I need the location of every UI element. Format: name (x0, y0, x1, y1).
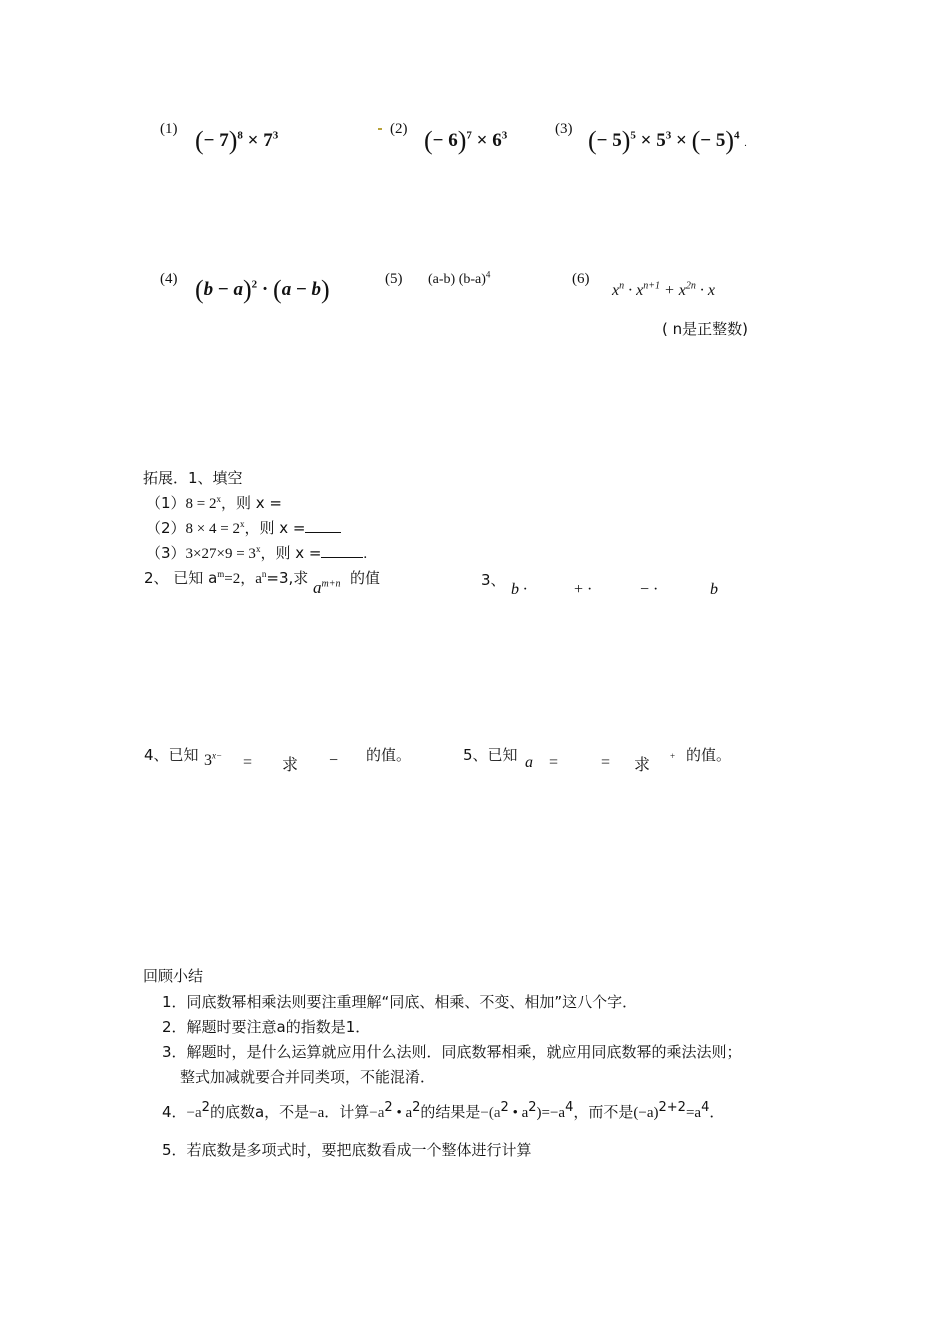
fill-blank-1-tail: ，则 x = (221, 494, 282, 512)
item-4-qiu: 求 (282, 755, 299, 774)
sp4-s: 2+2 (658, 1100, 686, 1115)
fill-blank-1-equation: 8 = 2 (185, 496, 217, 512)
item-4-end: 的值。 (366, 746, 412, 764)
item-4-fragment: $3^{x-}$ (204, 750, 223, 769)
exercise-6-expression: $x^n \cdot x^{n+1} + x^{2n} \cdot x$ (612, 280, 715, 299)
item-4-minus: − (329, 752, 339, 769)
summary-heading: 回顾小结 (143, 967, 204, 985)
exercise-1-label: (1) (160, 121, 178, 137)
exercise-2-label: (2) (390, 121, 408, 137)
item-5-var-a: a (525, 754, 533, 771)
summary-point-4 (162, 1101, 724, 1122)
summary-point-5: 5．若底数是多项式时，要把底数看成一个整体进行计算 (162, 1141, 532, 1159)
exercise-4-label: (4) (160, 271, 178, 287)
sp4-n: 2 (528, 1100, 537, 1115)
fill-blank-1 (146, 492, 282, 513)
exercise-3-expression: (− $5)^5 \times 5^3$ × (− 5)$^4$ . (588, 126, 747, 155)
item-2-tail: =3,求 (266, 569, 309, 587)
fill-blank-2-tail: ，则 x = (244, 519, 306, 537)
sp4-b: −a (186, 1105, 202, 1121)
sp4-u: 4 (701, 1100, 710, 1115)
exercise-1-expression: (− $7)^8 \times 7^3$ (195, 126, 279, 155)
fill-blank-3-answer-line (321, 556, 363, 558)
sp4-t: =a (685, 1105, 702, 1121)
exercise-5-body: (a-b) (b-a) (428, 272, 486, 287)
fill-blank-1-exponent: x (216, 494, 222, 504)
sp4-v: ． (709, 1103, 725, 1121)
item-3-fragment-end: b (710, 581, 718, 595)
exercise-6-note: ( n是正整数) (662, 320, 748, 338)
item-5-qiu: 求 (634, 755, 651, 774)
sp4-e: −a．计算 (309, 1105, 370, 1121)
item-5-label: 5、已知 (463, 746, 518, 764)
sp4-r: (−a) (633, 1105, 659, 1121)
fill-blank-3: $(3)3\times 27\times 9 = 3^x$，则 x = . (146, 544, 368, 562)
exercise-4-expression: $(b - a)^2 \cdot (a - b)$ (195, 275, 330, 304)
fill-blank-3-tail: ，则 x = (260, 544, 322, 562)
item-2-end: 的值 (350, 569, 381, 587)
sp4-q: ，而不是 (573, 1103, 634, 1121)
item-2-expression: $a^{m+n}$ (313, 578, 341, 597)
fill-blank-2 (146, 517, 341, 538)
fill-blank-2-answer-line (305, 531, 341, 533)
extension-heading: 拓展．1、填空 (143, 469, 243, 487)
stray-mark (378, 128, 382, 130)
item-2 (144, 567, 308, 588)
item-2-prefix: 2、 已知 a (144, 569, 218, 587)
sp4-m: • a (508, 1105, 529, 1121)
item-5-end: 的值。 (686, 746, 732, 764)
item-3-fragment-b: b · (511, 581, 527, 598)
exercise-3-label: (3) (555, 121, 573, 137)
fill-blank-3-exponent: x (255, 544, 261, 554)
fill-blank-2-exponent: x (239, 519, 245, 529)
item-4-label: 4、已知 (144, 746, 199, 764)
exercise-5-label: (5) (385, 271, 403, 287)
summary-point-1: 1．同底数幂相乘法则要注重理解“同底、相乘、不变、相加”这八个字． (162, 993, 638, 1011)
sp4-c: 2 (201, 1100, 210, 1115)
item-2-exp-m: m (217, 569, 225, 579)
fill-blank-2-label: （2） (146, 519, 186, 537)
sp4-j: 的结果是 (420, 1103, 481, 1121)
summary-point-3: 3．解题时，是什么运算就应用什么法则．同底数幂相乘，就应用同底数幂的乘法法则； (162, 1043, 742, 1061)
item-3-fragment-minus: − · (640, 581, 659, 598)
item-4-equals: = (243, 754, 253, 771)
sp4-l: 2 (500, 1100, 509, 1115)
fill-blank-1-label: （1） (146, 494, 186, 512)
sp4-g: 2 (384, 1100, 393, 1115)
exercise-5-expression (428, 269, 491, 288)
sp4-h: • a (392, 1105, 413, 1121)
sp4-f: −a (369, 1105, 385, 1121)
exercise-2-expression: (− $6)^7 \times 6^3$ (424, 126, 508, 155)
summary-point-2: 2．解题时要注意a的指数是1． (162, 1018, 371, 1036)
sp4-i: 2 (412, 1100, 421, 1115)
summary-point-3-continued: 整式加减就要合并同类项，不能混淆． (180, 1068, 436, 1086)
sp4-a: 4． (162, 1103, 187, 1121)
sp4-k: −(a (480, 1105, 501, 1121)
fill-blank-3-label: （3） (146, 544, 186, 562)
item-3-label: 3、 (481, 571, 506, 589)
fill-blank-3-equation: 3×27×9 = 3 (185, 546, 256, 562)
item-2-exp-n: n (261, 569, 267, 579)
item-5-equals-2: = (601, 754, 611, 771)
exercise-6-label: (6) (572, 271, 590, 287)
sp4-d: 的底数a，不是 (209, 1103, 310, 1121)
exercise-5-exponent: 4 (485, 269, 491, 280)
sp4-p: 4 (565, 1100, 574, 1115)
item-2-mid: =2，a (224, 571, 262, 587)
sp4-o: )=−a (536, 1105, 566, 1121)
item-5-plus: + (670, 751, 676, 761)
item-5-equals-1: = (549, 754, 559, 771)
fill-blank-2-equation: 8 × 4 = 2 (185, 521, 240, 537)
item-3-fragment-plus: + · (574, 581, 593, 598)
